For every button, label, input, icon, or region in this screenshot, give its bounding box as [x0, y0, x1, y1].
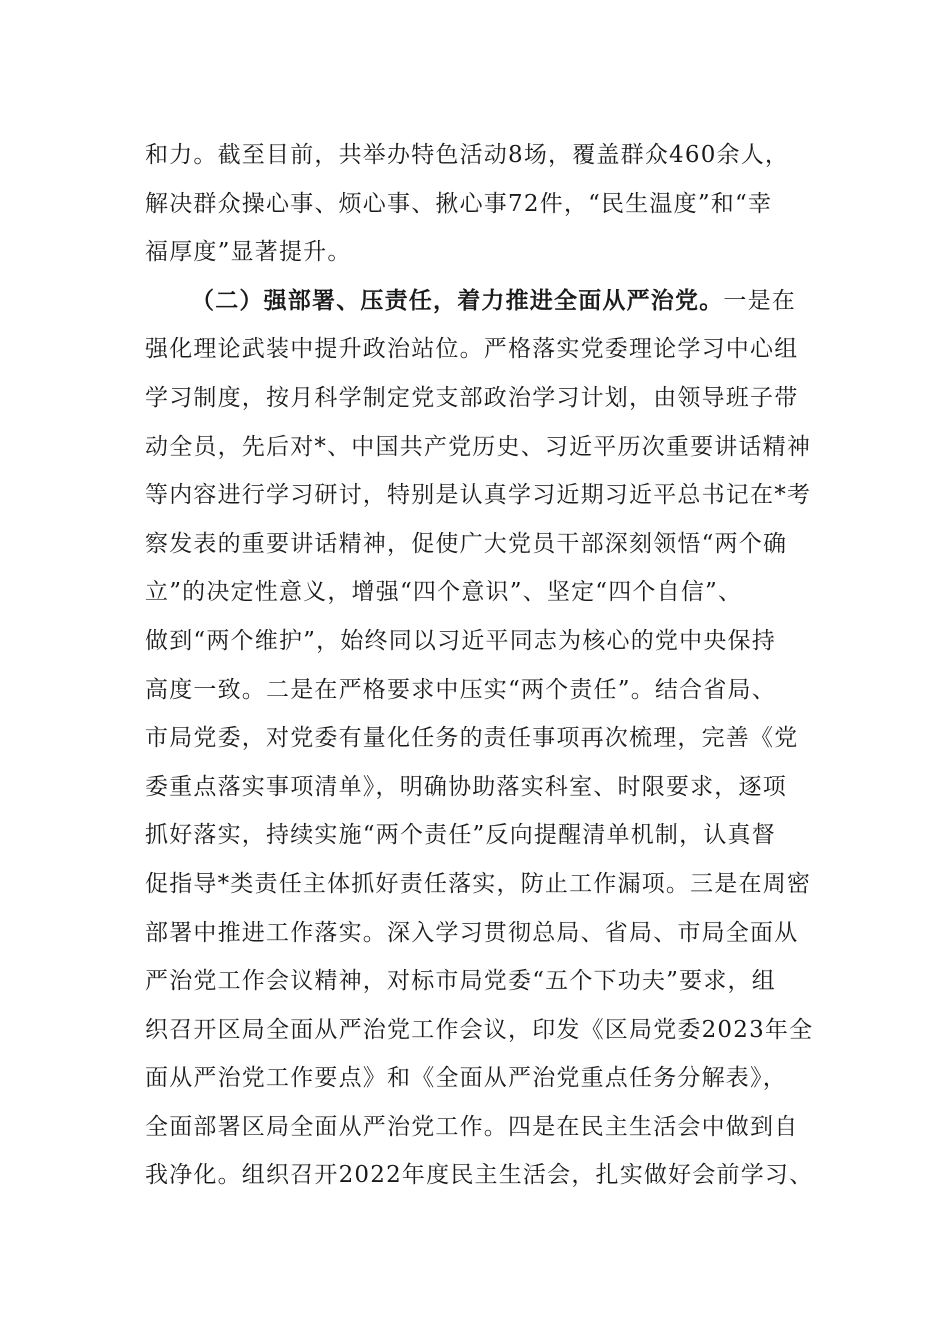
body-text	[145, 131, 814, 1200]
text-line: 和力。截至目前，共举办特色活动8场，覆盖群众460余人，	[145, 142, 790, 168]
text-line: 学习制度，按月科学制定党支部政治学习计划，由领导班子带	[145, 384, 799, 411]
text-line: 做到“两个维护”，始终同以习近平同志为核心的党中央保持	[145, 627, 776, 654]
text-line: 面从严治党工作要点》和《全面从严治党重点任务分解表》，	[145, 1065, 787, 1092]
text-line: 抓好落实，持续实施“两个责任”反向提醒清单机制，认真督	[145, 822, 776, 849]
section-heading-continuation: 一是在	[723, 287, 797, 314]
section-heading: （二）强部署、压责任，着力推进全面从严治党。	[191, 286, 724, 314]
text-line: 部署中推进工作落实。深入学习贯彻总局、省局、市局全面从	[145, 919, 799, 946]
text-line: 全面部署区局全面从严治党工作。四是在民主生活会中做到自	[145, 1113, 799, 1140]
section-heading-line	[145, 277, 805, 326]
text-line: 等内容进行学习研讨，特别是认真学习近期习近平总书记在*考	[145, 482, 812, 509]
text-line: 立”的决定性意义，增强“四个意识”、坚定“四个自信”、	[145, 579, 743, 606]
text-line: 强化理论武装中提升政治站位。严格落实党委理论学习中心组	[145, 336, 799, 363]
text-line: 市局党委，对党委有量化任务的责任事项再次梳理，完善《党	[145, 725, 799, 752]
text-line: 我净化。组织召开2022年度民主生活会，扎实做好会前学习、	[145, 1162, 814, 1189]
text-line: 委重点落实事项清单》，明确协助落实科室、时限要求，逐项	[145, 773, 787, 800]
text-line: 织召开区局全面从严治党工作会议，印发《区局党委2023年全	[145, 1016, 814, 1043]
text-line: 促指导*类责任主体抓好责任落实，防止工作漏项。三是在周密	[145, 870, 812, 897]
text-line: 动全员，先后对*、中国共产党历史、习近平历次重要讲话精神	[145, 433, 812, 460]
text-line: 察发表的重要讲话精神，促使广大党员干部深刻领悟“两个确	[145, 530, 788, 557]
text-line: 严治党工作会议精神，对标市局党委“五个下功夫”要求，组	[145, 968, 776, 995]
text-line: 高度一致。二是在严格要求中压实“两个责任”。结合省局、	[145, 676, 776, 703]
text-line: 福厚度”显著提升。	[145, 239, 352, 266]
text-line: 解决群众操心事、烦心事、揪心事72件，“民生温度”和“幸	[145, 190, 773, 217]
